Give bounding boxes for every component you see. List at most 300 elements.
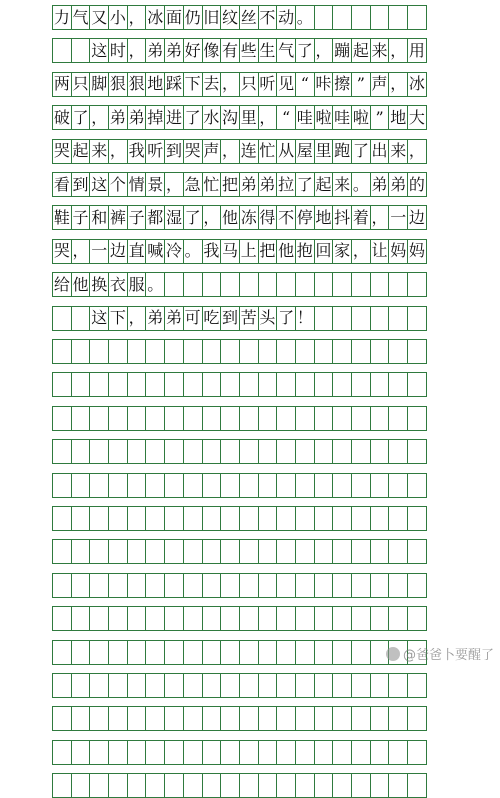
grid-cell xyxy=(295,473,315,498)
grid-cell xyxy=(370,473,390,498)
grid-row xyxy=(52,439,446,464)
grid-cell xyxy=(239,606,259,631)
grid-cell: 头 xyxy=(258,306,278,331)
grid-cell xyxy=(332,506,352,531)
grid-cell: 哭 xyxy=(52,139,72,164)
grid-cell xyxy=(407,372,427,397)
grid-cell: 了 xyxy=(71,105,91,130)
grid-cell xyxy=(351,539,371,564)
grid-cell xyxy=(108,372,128,397)
grid-cell: 回 xyxy=(314,239,334,264)
grid-cell xyxy=(71,539,91,564)
grid-cell xyxy=(407,539,427,564)
grid-cell xyxy=(89,573,109,598)
grid-cell xyxy=(351,773,371,798)
grid-cell: 。 xyxy=(183,239,203,264)
grid-cell xyxy=(295,372,315,397)
grid-cell: 喊 xyxy=(145,239,165,264)
grid-cell xyxy=(164,539,184,564)
grid-cell: 水 xyxy=(202,105,222,130)
grid-cell xyxy=(351,272,371,297)
grid-cell xyxy=(52,306,72,331)
grid-cell: 时 xyxy=(108,38,128,63)
grid-cell xyxy=(145,372,165,397)
grid-cell xyxy=(388,606,408,631)
grid-cell xyxy=(295,573,315,598)
grid-row xyxy=(52,139,446,164)
grid-row xyxy=(52,740,446,765)
grid-cell xyxy=(370,406,390,431)
grid-cell xyxy=(314,372,334,397)
grid-cell xyxy=(295,506,315,531)
grid-cell xyxy=(202,473,222,498)
grid-cell xyxy=(370,573,390,598)
grid-row xyxy=(52,506,446,531)
grid-cell xyxy=(52,439,72,464)
grid-cell xyxy=(183,372,203,397)
grid-cell xyxy=(295,539,315,564)
grid-row xyxy=(52,5,446,30)
grid-row xyxy=(52,38,446,63)
grid-cell xyxy=(89,673,109,698)
grid-cell: 屋 xyxy=(295,139,315,164)
grid-cell: 弟 xyxy=(239,172,259,197)
grid-cell: 起 xyxy=(71,139,91,164)
grid-cell xyxy=(127,673,147,698)
grid-cell xyxy=(71,38,91,63)
grid-cell xyxy=(108,640,128,665)
grid-cell xyxy=(388,539,408,564)
grid-cell xyxy=(314,272,334,297)
grid-cell xyxy=(332,372,352,397)
grid-cell xyxy=(370,673,390,698)
grid-cell: 子 xyxy=(71,205,91,230)
grid-cell: ， xyxy=(388,72,408,97)
grid-cell xyxy=(276,606,296,631)
grid-cell: 苦 xyxy=(239,306,259,331)
grid-cell xyxy=(164,606,184,631)
grid-cell xyxy=(145,706,165,731)
grid-cell: 衣 xyxy=(108,272,128,297)
grid-cell: 了 xyxy=(183,205,203,230)
grid-cell: 这 xyxy=(89,38,109,63)
grid-cell xyxy=(89,339,109,364)
grid-cell xyxy=(370,740,390,765)
grid-cell xyxy=(258,573,278,598)
grid-cell: 冰 xyxy=(407,72,427,97)
grid-row xyxy=(52,473,446,498)
grid-cell: 咔 xyxy=(314,72,334,97)
grid-cell xyxy=(239,539,259,564)
grid-cell xyxy=(164,339,184,364)
grid-cell xyxy=(89,539,109,564)
grid-cell xyxy=(407,5,427,30)
watermark-text: @爸爸卜要醒了 xyxy=(402,648,494,663)
grid-row xyxy=(52,773,446,798)
grid-cell: 看 xyxy=(52,172,72,197)
grid-cell xyxy=(145,673,165,698)
grid-cell xyxy=(52,406,72,431)
grid-cell: 的 xyxy=(407,172,427,197)
grid-cell xyxy=(127,372,147,397)
grid-cell xyxy=(295,406,315,431)
grid-cell xyxy=(145,573,165,598)
grid-cell: ， xyxy=(127,5,147,30)
grid-row xyxy=(52,72,446,97)
grid-cell: 。 xyxy=(145,272,165,297)
grid-cell xyxy=(295,272,315,297)
grid-cell xyxy=(332,5,352,30)
grid-cell xyxy=(108,339,128,364)
grid-cell xyxy=(370,5,390,30)
grid-cell xyxy=(220,606,240,631)
grid-cell: 到 xyxy=(71,172,91,197)
grid-cell xyxy=(276,506,296,531)
grid-cell xyxy=(332,640,352,665)
grid-cell xyxy=(239,506,259,531)
grid-cell xyxy=(332,406,352,431)
grid-cell xyxy=(314,5,334,30)
grid-cell xyxy=(370,339,390,364)
grid-cell xyxy=(220,539,240,564)
grid-cell: 哭 xyxy=(52,239,72,264)
grid-cell xyxy=(407,573,427,598)
grid-cell xyxy=(314,306,334,331)
grid-cell: 弟 xyxy=(127,105,147,130)
grid-cell: 听 xyxy=(145,139,165,164)
grid-cell xyxy=(71,640,91,665)
grid-cell: 得 xyxy=(258,205,278,230)
grid-cell: 他 xyxy=(220,205,240,230)
grid-cell xyxy=(276,272,296,297)
grid-cell xyxy=(220,473,240,498)
grid-cell xyxy=(239,473,259,498)
grid-cell: 到 xyxy=(220,306,240,331)
grid-row xyxy=(52,105,446,130)
grid-cell xyxy=(164,740,184,765)
grid-cell xyxy=(314,606,334,631)
grid-cell xyxy=(89,506,109,531)
grid-cell: ， xyxy=(351,239,371,264)
grid-cell xyxy=(295,706,315,731)
grid-cell xyxy=(332,306,352,331)
grid-row xyxy=(52,606,446,631)
grid-cell xyxy=(258,506,278,531)
grid-cell xyxy=(351,673,371,698)
grid-cell xyxy=(276,640,296,665)
grid-cell: 子 xyxy=(127,205,147,230)
grid-cell: ， xyxy=(388,38,408,63)
grid-cell xyxy=(407,740,427,765)
grid-row xyxy=(52,673,446,698)
grid-cell xyxy=(276,339,296,364)
grid-cell: 可 xyxy=(183,306,203,331)
grid-cell: 小 xyxy=(108,5,128,30)
grid-cell: ， xyxy=(258,105,278,130)
grid-cell: 妈 xyxy=(388,239,408,264)
grid-cell xyxy=(314,539,334,564)
grid-cell xyxy=(183,539,203,564)
grid-cell: 下 xyxy=(183,72,203,97)
grid-cell: 两 xyxy=(52,72,72,97)
grid-cell xyxy=(239,573,259,598)
grid-cell xyxy=(202,272,222,297)
grid-cell: 情 xyxy=(127,172,147,197)
grid-cell xyxy=(127,740,147,765)
grid-cell xyxy=(183,439,203,464)
grid-cell xyxy=(239,740,259,765)
grid-cell: ， xyxy=(407,139,427,164)
grid-cell xyxy=(314,706,334,731)
grid-cell xyxy=(202,539,222,564)
grid-cell: 忙 xyxy=(258,139,278,164)
grid-cell xyxy=(258,406,278,431)
grid-cell: 上 xyxy=(239,239,259,264)
grid-cell xyxy=(332,339,352,364)
grid-cell: 家 xyxy=(332,239,352,264)
grid-cell xyxy=(351,339,371,364)
grid-cell: 掉 xyxy=(145,105,165,130)
grid-cell xyxy=(332,606,352,631)
grid-cell xyxy=(52,640,72,665)
grid-cell xyxy=(164,272,184,297)
grid-cell xyxy=(183,339,203,364)
grid-cell: ” xyxy=(370,105,390,130)
grid-cell: 弟 xyxy=(370,172,390,197)
grid-cell xyxy=(52,773,72,798)
grid-cell xyxy=(127,539,147,564)
grid-cell: ！ xyxy=(295,306,315,331)
grid-cell: 了 xyxy=(183,105,203,130)
grid-cell xyxy=(183,706,203,731)
grid-cell xyxy=(108,506,128,531)
grid-cell xyxy=(183,640,203,665)
grid-cell xyxy=(295,640,315,665)
grid-cell xyxy=(71,372,91,397)
grid-cell xyxy=(108,706,128,731)
grid-cell xyxy=(127,506,147,531)
grid-cell: 湿 xyxy=(164,205,184,230)
grid-cell xyxy=(71,706,91,731)
grid-cell xyxy=(220,740,240,765)
grid-cell xyxy=(71,306,91,331)
grid-cell xyxy=(71,506,91,531)
grid-cell xyxy=(71,573,91,598)
grid-cell xyxy=(108,439,128,464)
grid-cell xyxy=(164,573,184,598)
grid-cell xyxy=(71,339,91,364)
grid-cell xyxy=(145,640,165,665)
grid-cell xyxy=(202,573,222,598)
grid-cell xyxy=(183,740,203,765)
grid-cell xyxy=(52,339,72,364)
grid-cell xyxy=(388,773,408,798)
grid-cell xyxy=(388,740,408,765)
grid-cell xyxy=(183,406,203,431)
grid-row xyxy=(52,706,446,731)
grid-cell xyxy=(239,439,259,464)
grid-cell xyxy=(239,406,259,431)
grid-cell: 冷 xyxy=(164,239,184,264)
grid-cell xyxy=(202,372,222,397)
grid-cell: 鞋 xyxy=(52,205,72,230)
grid-cell: 抖 xyxy=(332,205,352,230)
grid-cell xyxy=(127,640,147,665)
grid-cell xyxy=(71,673,91,698)
watermark xyxy=(386,644,494,663)
grid-cell xyxy=(202,406,222,431)
grid-cell xyxy=(89,773,109,798)
grid-cell xyxy=(370,272,390,297)
grid-row xyxy=(52,573,446,598)
grid-cell: 起 xyxy=(314,172,334,197)
grid-row xyxy=(52,539,446,564)
grid-cell xyxy=(71,406,91,431)
grid-cell xyxy=(220,439,240,464)
grid-cell: 大 xyxy=(407,105,427,130)
grid-cell xyxy=(220,506,240,531)
grid-cell: 这 xyxy=(89,172,109,197)
grid-cell: ， xyxy=(370,205,390,230)
grid-cell: 他 xyxy=(71,272,91,297)
grid-cell: 我 xyxy=(202,239,222,264)
grid-cell: 吃 xyxy=(202,306,222,331)
grid-row xyxy=(52,372,446,397)
grid-row xyxy=(52,205,446,230)
grid-cell: 蹦 xyxy=(332,38,352,63)
grid-cell xyxy=(295,606,315,631)
grid-cell xyxy=(351,406,371,431)
grid-cell xyxy=(370,706,390,731)
grid-cell xyxy=(388,306,408,331)
grid-cell xyxy=(164,773,184,798)
grid-cell: 抱 xyxy=(295,239,315,264)
grid-cell xyxy=(276,406,296,431)
grid-cell: 弟 xyxy=(145,38,165,63)
grid-cell xyxy=(52,673,72,698)
grid-cell xyxy=(145,339,165,364)
grid-cell xyxy=(183,272,203,297)
grid-cell: ， xyxy=(127,38,147,63)
grid-cell xyxy=(351,506,371,531)
grid-cell: 狠 xyxy=(127,72,147,97)
grid-cell xyxy=(71,473,91,498)
grid-cell xyxy=(108,606,128,631)
grid-cell: 弟 xyxy=(145,306,165,331)
grid-cell xyxy=(220,706,240,731)
grid-cell xyxy=(258,706,278,731)
grid-cell xyxy=(220,673,240,698)
grid-cell xyxy=(370,506,390,531)
grid-row xyxy=(52,406,446,431)
grid-cell: 个 xyxy=(108,172,128,197)
grid-cell xyxy=(370,439,390,464)
grid-cell: 边 xyxy=(407,205,427,230)
grid-cell xyxy=(258,439,278,464)
grid-cell xyxy=(276,539,296,564)
grid-cell xyxy=(351,5,371,30)
grid-cell xyxy=(351,439,371,464)
grid-cell xyxy=(258,473,278,498)
grid-cell xyxy=(258,339,278,364)
grid-cell: 面 xyxy=(164,5,184,30)
grid-cell xyxy=(388,272,408,297)
grid-cell xyxy=(52,506,72,531)
grid-cell: 来 xyxy=(89,139,109,164)
grid-cell xyxy=(351,640,371,665)
grid-cell xyxy=(89,473,109,498)
grid-cell: 拉 xyxy=(276,172,296,197)
grid-cell: 有 xyxy=(220,38,240,63)
grid-cell xyxy=(202,439,222,464)
grid-cell: 把 xyxy=(220,172,240,197)
grid-cell: 生 xyxy=(258,38,278,63)
grid-cell: 好 xyxy=(183,38,203,63)
grid-cell xyxy=(276,473,296,498)
grid-cell: 让 xyxy=(370,239,390,264)
grid-cell: ， xyxy=(127,306,147,331)
grid-cell xyxy=(370,372,390,397)
grid-cell: 裤 xyxy=(108,205,128,230)
grid-cell: “ xyxy=(276,105,296,130)
grid-cell xyxy=(407,773,427,798)
grid-cell: 纹 xyxy=(220,5,240,30)
grid-cell xyxy=(407,439,427,464)
grid-cell xyxy=(258,272,278,297)
grid-cell xyxy=(202,640,222,665)
grid-cell: 啦 xyxy=(314,105,334,130)
grid-cell xyxy=(220,272,240,297)
grid-cell: 地 xyxy=(314,205,334,230)
grid-cell xyxy=(388,673,408,698)
grid-cell xyxy=(295,339,315,364)
grid-cell xyxy=(52,372,72,397)
grid-cell xyxy=(407,406,427,431)
grid-cell xyxy=(276,773,296,798)
grid-cell xyxy=(89,439,109,464)
grid-cell: 一 xyxy=(388,205,408,230)
grid-cell xyxy=(351,473,371,498)
grid-cell xyxy=(388,439,408,464)
grid-cell xyxy=(351,306,371,331)
grid-cell: 来 xyxy=(370,38,390,63)
grid-cell: 停 xyxy=(295,205,315,230)
grid-cell xyxy=(164,439,184,464)
grid-cell: 景 xyxy=(145,172,165,197)
grid-cell xyxy=(202,773,222,798)
grid-cell: 哇 xyxy=(332,105,352,130)
grid-cell: 来 xyxy=(332,172,352,197)
grid-cell: 冻 xyxy=(239,205,259,230)
grid-cell: ， xyxy=(202,205,222,230)
grid-cell xyxy=(388,473,408,498)
grid-cell xyxy=(202,339,222,364)
grid-cell: 脚 xyxy=(89,72,109,97)
grid-cell xyxy=(89,740,109,765)
grid-cell xyxy=(239,640,259,665)
grid-cell xyxy=(71,740,91,765)
grid-cell: 弟 xyxy=(164,306,184,331)
grid-cell xyxy=(295,673,315,698)
grid-cell xyxy=(108,539,128,564)
grid-cell: 急 xyxy=(183,172,203,197)
grid-cell xyxy=(351,573,371,598)
grid-cell: 弟 xyxy=(108,105,128,130)
grid-cell xyxy=(183,506,203,531)
grid-cell xyxy=(407,339,427,364)
grid-cell xyxy=(127,339,147,364)
grid-cell: 哭 xyxy=(183,139,203,164)
